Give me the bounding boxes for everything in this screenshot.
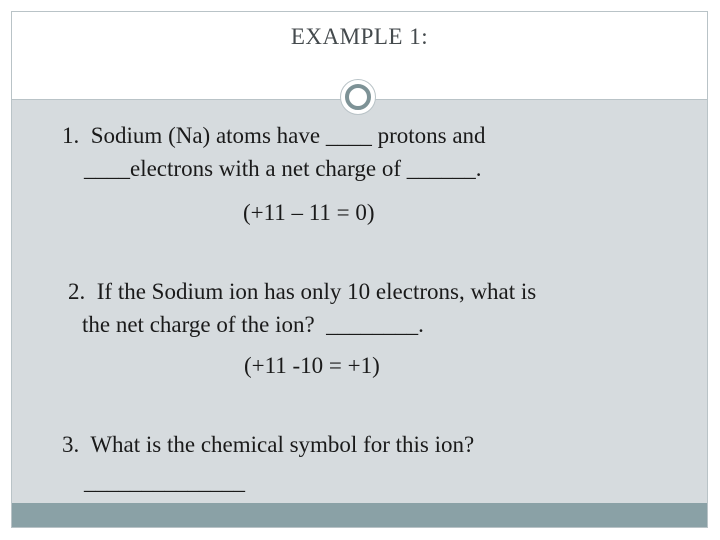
question-1-line-2: ____electrons with a net charge of ______.: [84, 156, 482, 181]
question-3-line-1: 3. What is the chemical symbol for this ion?: [62, 432, 475, 457]
question-3-line-2: ______________: [84, 469, 245, 494]
bottom-bar: [12, 503, 707, 527]
question-2-line-1: 2. If the Sodium ion has only 10 electrons, what is: [68, 279, 537, 304]
question-2-answer: (+11 -10 = +1): [244, 353, 380, 378]
question-1-line-1: 1. Sodium (Na) atoms have ____ protons and: [62, 123, 486, 148]
question-2-line-2: the net charge of the ion? ________.: [82, 312, 424, 337]
question-1-answer: (+11 – 11 = 0): [243, 200, 375, 225]
slide-title: EXAMPLE 1:: [290, 24, 429, 49]
circle-ornament-icon: [340, 79, 376, 115]
